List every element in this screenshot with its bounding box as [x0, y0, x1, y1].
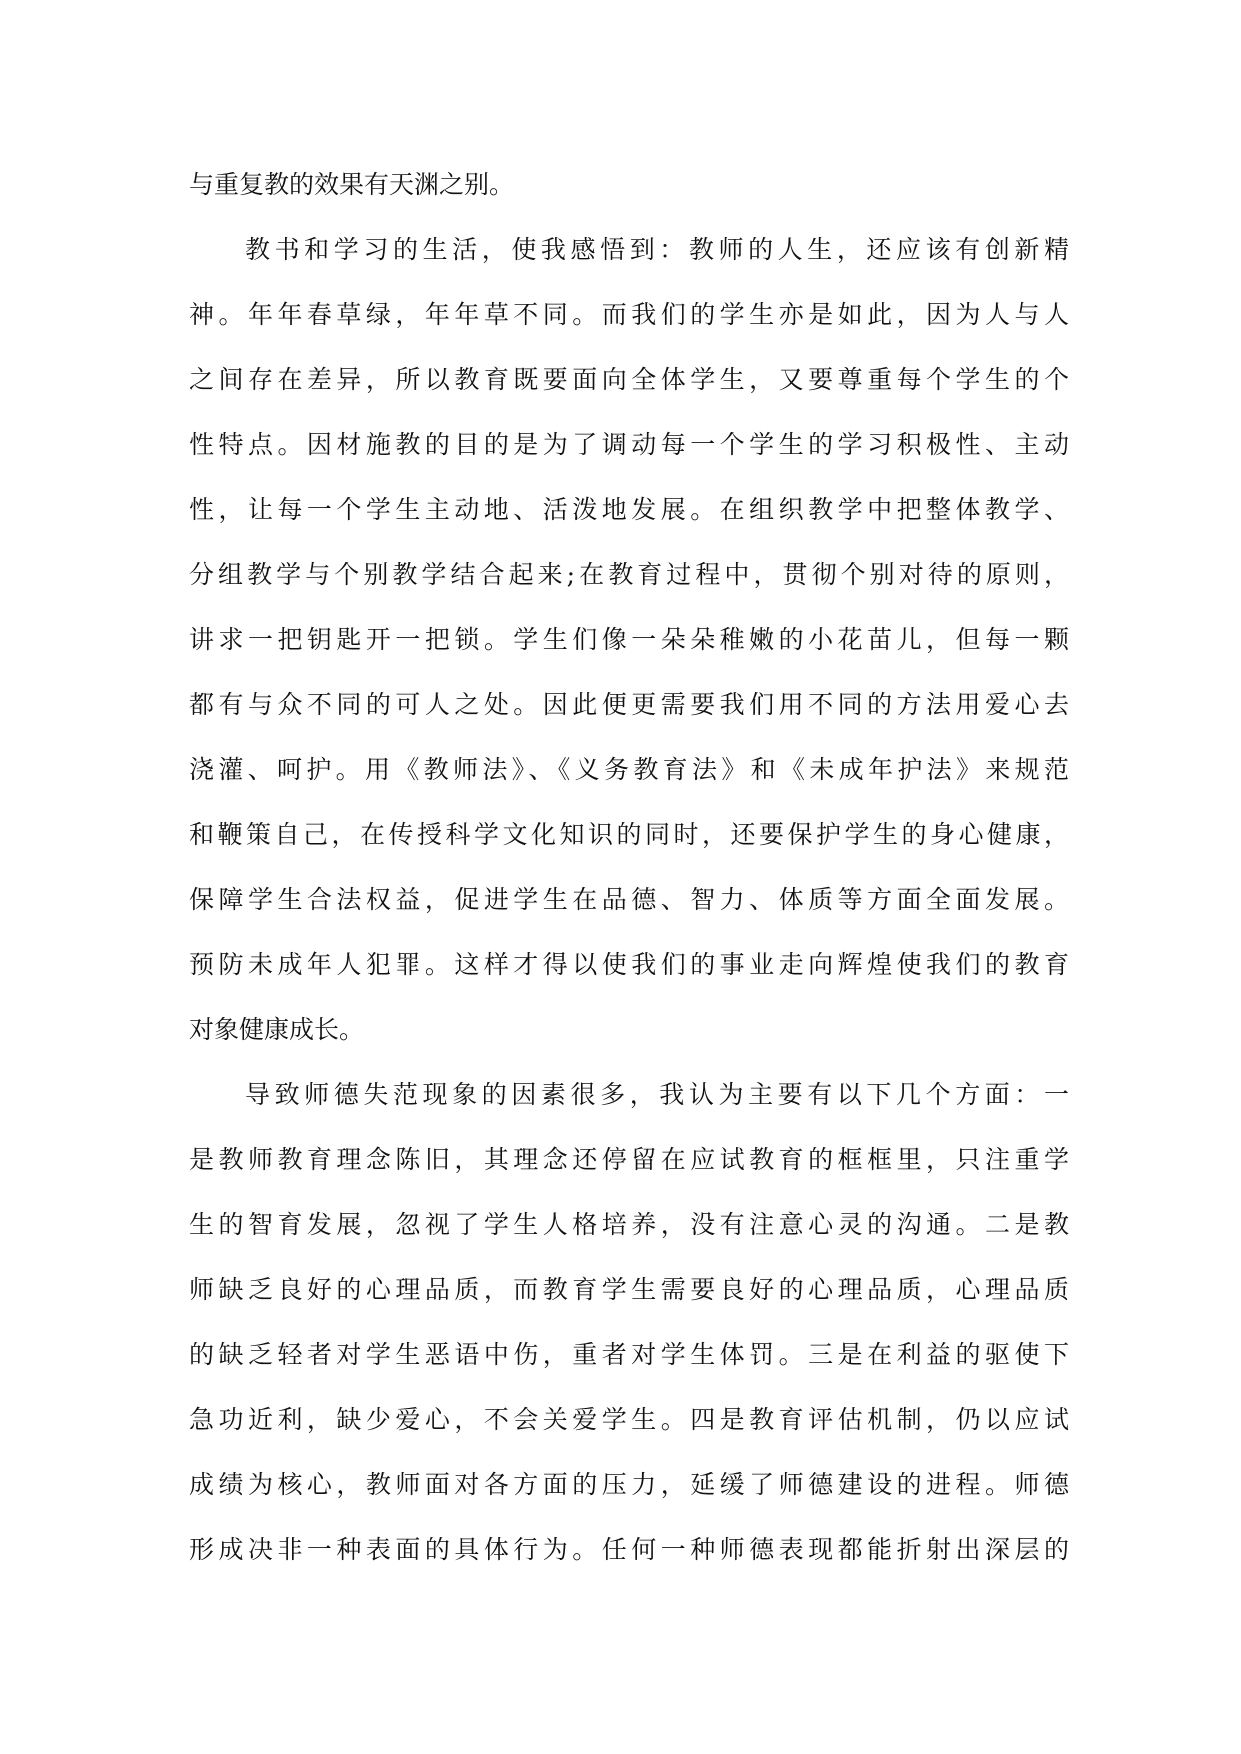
text-line: 讲求一把钥匙开一把锁。学生们像一朵朵稚嫩的小花苗儿，但每一颗: [189, 625, 1069, 654]
document-body: [189, 152, 1069, 1582]
text-line: 对象健康成长。: [189, 1015, 365, 1044]
paragraph: [189, 152, 1069, 217]
text-line: 的缺乏轻者对学生恶语中伤，重者对学生体罚。三是在利益的驱使下: [189, 1340, 1069, 1369]
text-line: 保障学生合法权益，促进学生在品德、智力、体质等方面全面发展。: [189, 885, 1069, 914]
text-line: 教书和学习的生活，使我感悟到：教师的人生，还应该有创新精: [245, 235, 1069, 264]
text-line: 成绩为核心，教师面对各方面的压力，延缓了师德建设的进程。师德: [189, 1470, 1069, 1499]
paragraph: [189, 1062, 1069, 1582]
text-line: 导致师德失范现象的因素很多，我认为主要有以下几个方面：一: [245, 1080, 1069, 1109]
text-line: 和鞭策自己，在传授科学文化知识的同时，还要保护学生的身心健康，: [189, 820, 1069, 849]
text-line: 形成决非一种表面的具体行为。任何一种师德表现都能折射出深层的: [189, 1535, 1069, 1564]
text-line: 性特点。因材施教的目的是为了调动每一个学生的学习积极性、主动: [189, 430, 1069, 459]
text-line: 是教师教育理念陈旧，其理念还停留在应试教育的框框里，只注重学: [189, 1145, 1069, 1174]
text-line: 生的智育发展，忽视了学生人格培养，没有注意心灵的沟通。二是教: [189, 1210, 1069, 1239]
text-line: 浇灌、呵护。用《教师法》、《义务教育法》和《未成年护法》来规范: [189, 755, 1069, 784]
text-line: 急功近利，缺少爱心，不会关爱学生。四是教育评估机制，仍以应试: [189, 1405, 1069, 1434]
text-line: 分组教学与个别教学结合起来;在教育过程中，贯彻个别对待的原则，: [189, 560, 1069, 589]
text-line: 师缺乏良好的心理品质，而教育学生需要良好的心理品质，心理品质: [189, 1275, 1069, 1304]
text-line: 之间存在差异，所以教育既要面向全体学生，又要尊重每个学生的个: [189, 365, 1069, 394]
paragraph: [189, 217, 1069, 1062]
text-line: 与重复教的效果有天渊之别。: [189, 170, 515, 199]
text-line: 预防未成年人犯罪。这样才得以使我们的事业走向辉煌使我们的教育: [189, 950, 1069, 979]
text-line: 性，让每一个学生主动地、活泼地发展。在组织教学中把整体教学、: [189, 495, 1069, 524]
text-line: 神。年年春草绿，年年草不同。而我们的学生亦是如此，因为人与人: [189, 300, 1069, 329]
text-line: 都有与众不同的可人之处。因此便更需要我们用不同的方法用爱心去: [189, 690, 1069, 719]
